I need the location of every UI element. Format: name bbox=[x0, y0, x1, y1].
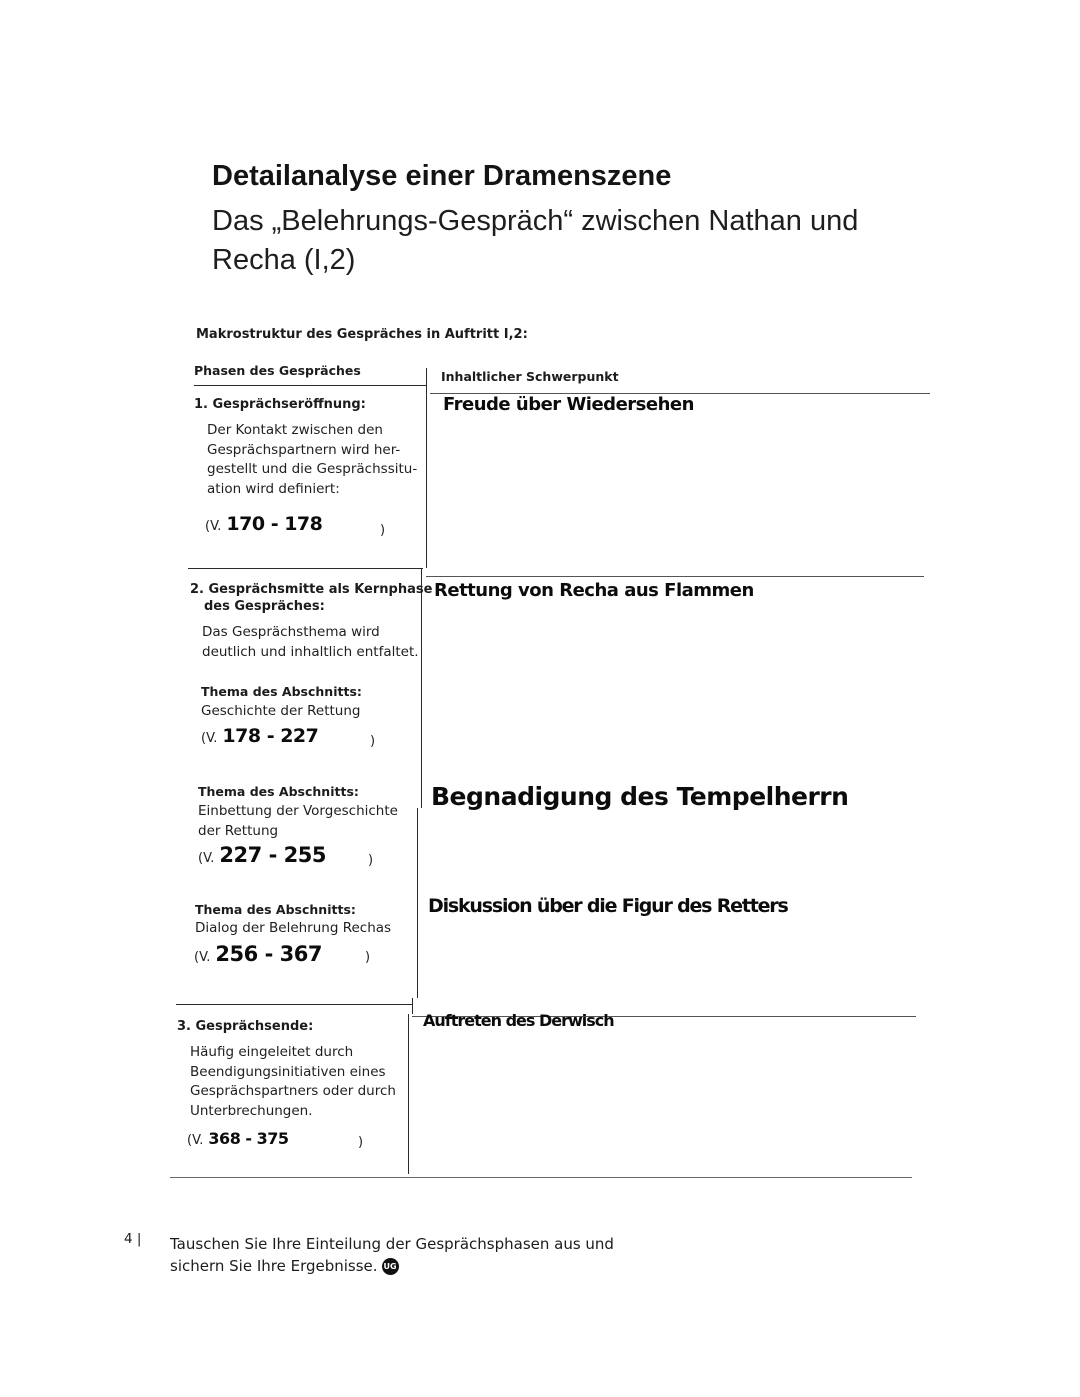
section1-verse-range bbox=[201, 725, 318, 747]
section3-text: Dialog der Belehrung Rechas bbox=[195, 920, 392, 936]
column-header-phases: Phasen des Gespräches bbox=[194, 363, 361, 378]
verse-prefix: (V. bbox=[205, 519, 222, 534]
column-divider-5 bbox=[408, 1014, 409, 1174]
section1-heading: Thema des Abschnitts: bbox=[201, 684, 362, 699]
verse-close-paren: ) bbox=[370, 734, 376, 749]
section2-heading: Thema des Abschnitts: bbox=[198, 784, 359, 799]
section2-verse-range bbox=[198, 843, 326, 867]
phase2-title-line1: 2. Gesprächsmitte als Kernphase bbox=[190, 582, 433, 597]
phase1-answer: Freude über Wiedersehen bbox=[443, 394, 694, 415]
column-divider-4 bbox=[412, 998, 413, 1014]
verse-prefix: (V. bbox=[187, 1133, 204, 1148]
handwritten-verse-numbers: 368 - 375 bbox=[208, 1129, 289, 1148]
verse-close-paren: ) bbox=[380, 523, 386, 538]
table-bottom-rule bbox=[170, 1177, 912, 1178]
verse-close-paren: ) bbox=[365, 950, 371, 965]
verse-close-paren: ) bbox=[358, 1135, 364, 1150]
verse-close-paren: ) bbox=[368, 853, 374, 868]
section2-text: Einbettung der Vorgeschichte der Rettung bbox=[198, 803, 398, 839]
task-instruction-text: Tauschen Sie Ihre Einteilung der Gesprächsphasen aus und sichern Sie Ihre Ergebnisse. bbox=[170, 1235, 614, 1275]
verse-prefix: (V. bbox=[194, 950, 211, 965]
page-subtitle: Das „Belehrungs-Gespräch“ zwischen Nathan und Recha (I,2) bbox=[212, 205, 859, 276]
phase1-rule-right bbox=[426, 576, 924, 577]
macro-heading: Makrostruktur des Gespräches in Auftritt I,2: bbox=[196, 327, 528, 342]
page-title: Detailanalyse einer Dramenszene bbox=[212, 160, 672, 192]
phase3-answer: Auftreten des Derwisch bbox=[423, 1011, 614, 1030]
handwritten-verse-numbers: 170 - 178 bbox=[226, 513, 323, 535]
verse-prefix: (V. bbox=[201, 731, 218, 746]
task-instruction bbox=[170, 1233, 614, 1277]
section3-answer: Diskussion über die Figur des Retters bbox=[428, 895, 788, 917]
section3-verse-range bbox=[194, 942, 322, 966]
phase1-rule-left bbox=[188, 568, 423, 569]
phase1-description: Der Kontakt zwischen den Gesprächspartnern wird her- gestellt und die Gesprächssitu- ation wird definiert: bbox=[207, 422, 418, 497]
section3-heading: Thema des Abschnitts: bbox=[195, 902, 356, 917]
handwritten-verse-numbers: 227 - 255 bbox=[219, 843, 326, 867]
phase1-title: 1. Gesprächseröffnung: bbox=[194, 397, 366, 412]
phase3-description: Häufig eingeleitet durch Beendigungsinitiativen eines Gesprächspartners oder durch Unterbrechungen. bbox=[190, 1044, 396, 1119]
phase3-title: 3. Gesprächsende: bbox=[177, 1019, 314, 1034]
phase2-rule-left bbox=[176, 1004, 412, 1005]
phase3-verse-range bbox=[187, 1129, 289, 1148]
ug-badge-icon: UG bbox=[382, 1258, 399, 1275]
phase2-title-line2: des Gespräches: bbox=[204, 599, 325, 614]
page-number: 4 | bbox=[124, 1231, 142, 1247]
column-divider-1 bbox=[426, 368, 427, 568]
section1-text: Geschichte der Rettung bbox=[201, 703, 361, 719]
column-divider-3 bbox=[417, 808, 418, 998]
header-rule-left bbox=[194, 385, 426, 386]
column-divider-2 bbox=[421, 568, 422, 808]
phase2-answer-intro: Rettung von Recha aus Flammen bbox=[434, 580, 754, 601]
column-header-focus: Inhaltlicher Schwerpunkt bbox=[441, 369, 619, 384]
handwritten-verse-numbers: 256 - 367 bbox=[215, 942, 322, 966]
section2-answer: Begnadigung des Tempelherrn bbox=[431, 782, 849, 811]
phase2-description: Das Gesprächsthema wird deutlich und inhaltlich entfaltet. bbox=[202, 624, 419, 660]
handwritten-verse-numbers: 178 - 227 bbox=[222, 725, 319, 747]
verse-prefix: (V. bbox=[198, 851, 215, 866]
phase1-verse-range bbox=[205, 513, 322, 535]
